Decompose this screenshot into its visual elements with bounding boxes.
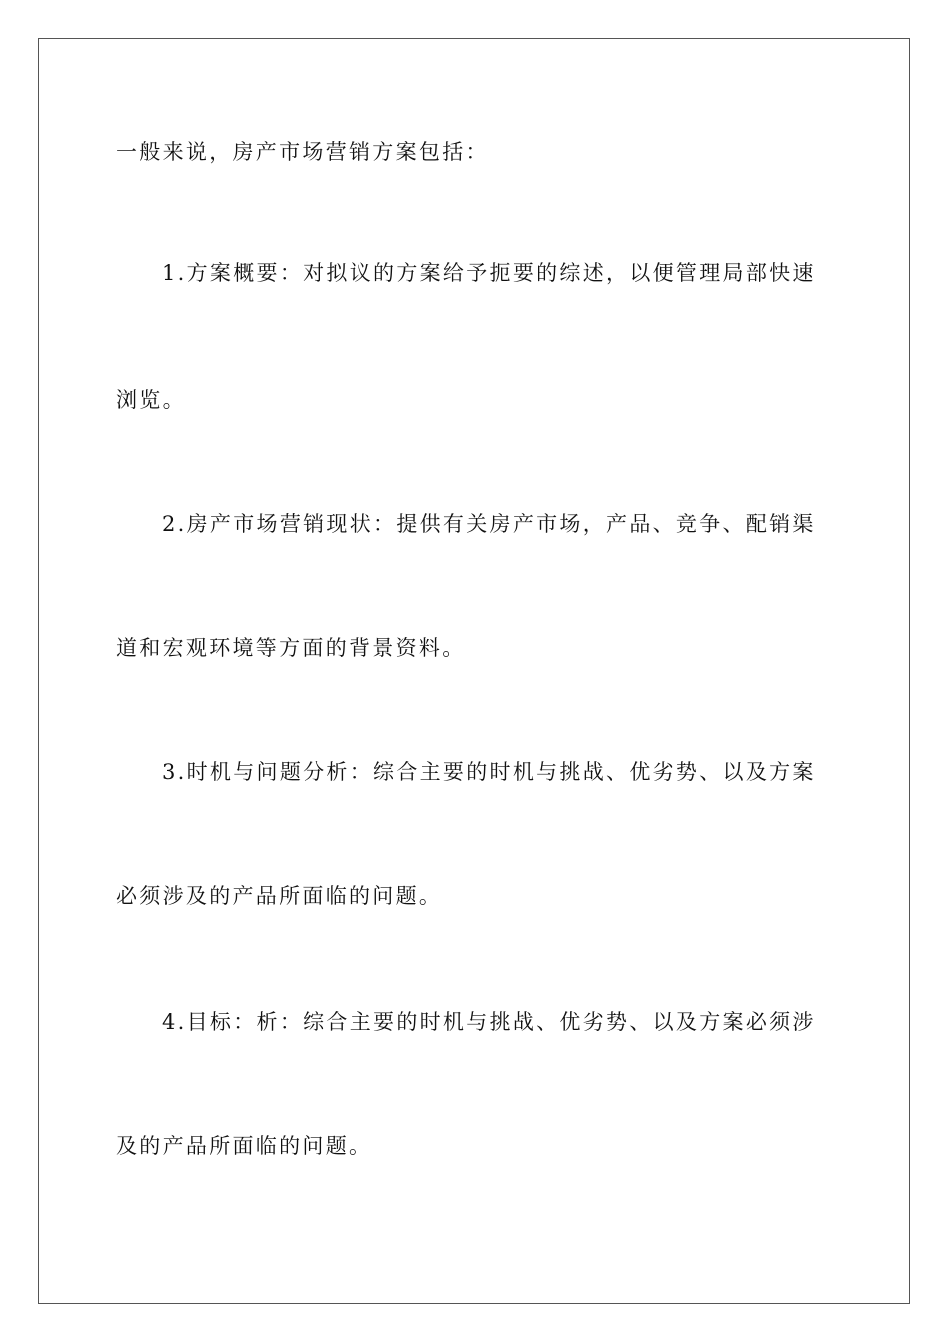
item-4-line-1: 4.目标：析：综合主要的时机与挑战、优劣势、以及方案必须涉	[162, 1010, 816, 1034]
item-2-line-1: 2.房产市场营销现状：提供有关房产市场，产品、竞争、配销渠	[162, 512, 816, 536]
item-1-line-2: 浏览。	[116, 388, 186, 412]
item-4-line-2: 及的产品所面临的问题。	[116, 1134, 373, 1158]
item-2-line-2: 道和宏观环境等方面的背景资料。	[116, 636, 466, 660]
item-1-line-1: 1.方案概要：对拟议的方案给予扼要的综述，以便管理局部快速	[162, 261, 816, 285]
intro-text: 一般来说，房产市场营销方案包括：	[116, 140, 489, 164]
item-3-line-1: 3.时机与问题分析：综合主要的时机与挑战、优劣势、以及方案	[162, 760, 816, 784]
item-3-line-2: 必须涉及的产品所面临的问题。	[116, 884, 443, 908]
page-border	[38, 38, 910, 1304]
